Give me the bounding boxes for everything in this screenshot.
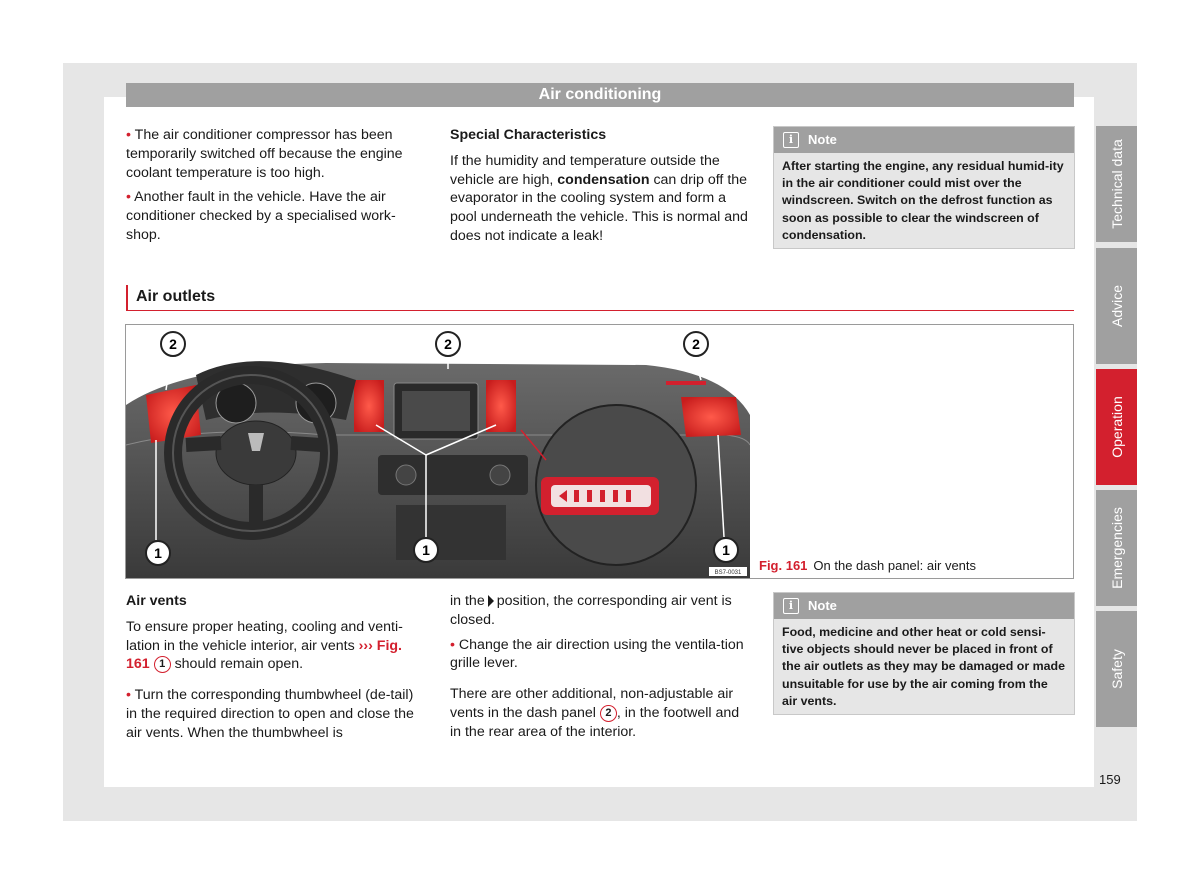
special-characteristics-text [450,152,750,246]
figure-label: Fig. 161 [759,558,808,573]
info-icon: i [783,132,799,148]
callout-label: 1 [422,542,430,558]
special-characteristics-heading: Special Characteristics [450,127,607,143]
additional-vents-text [450,685,752,741]
bullet-icon: • [126,189,131,206]
callout-2-right [684,332,708,356]
dashboard-illustration [126,325,750,578]
text-segment: can drip off the evaporator in the cooling system and form a pool underneath the vehicle. This is normal and does not indicate a leak! [450,171,748,244]
bullet-text: Another fault in the vehicle. Have the air conditioner checked by a specialised work-shop. [126,189,396,243]
text-segment: , in the footwell and in the rear area of the interior. [450,704,740,740]
text-segment: To ensure proper heating, cooling and venti-lation in the vehicle interior, air vents [126,618,403,654]
bullet-paragraph [126,126,426,182]
callout-label: 1 [154,545,162,561]
bold-term: condensation [557,171,650,188]
chapter-header: Air conditioning [126,83,1074,107]
bullet-icon: • [450,636,455,653]
air-vent-right [681,397,741,437]
note-box-bottom [773,592,1075,715]
note-label: Note [808,598,837,613]
bullet-text: The air conditioner compressor has been temporarily switched off because the engine coolant temperature is too high. [126,127,403,181]
reference-arrows-icon: ››› [358,637,373,654]
bullet-paragraph [126,188,426,244]
note-header [774,127,1074,153]
callout-label: 2 [169,336,177,352]
note-text: Food, medicine and other heat or cold sensi-tive objects should never be placed in front of the air outlets as they may be damaged or made unsuitable for use by the air coming from the air vents. [782,625,1066,708]
tab-label: Operation [1108,396,1125,458]
figure-161 [125,324,1074,579]
figure-code: BS7-0031 [714,570,742,576]
tab-label: Technical data [1108,139,1125,229]
bullet-icon: • [126,687,131,704]
steering-wheel-hub [216,421,296,485]
air-vent-center-right [486,380,516,432]
note-box-top [773,126,1075,249]
bullet-text: Change the air direction using the ventila-tion grille lever. [450,636,744,672]
section-title: Air outlets [126,285,1074,311]
thumbwheel-closed-text [450,592,752,630]
text-segment: in the [450,593,485,609]
callout-label: 2 [444,336,452,352]
note-text: After starting the engine, any residual humid-ity in the air conditioner could mist over the windscreen. Switch on the defrost function as soon as possible to clear the windscreen of condensation. [782,159,1064,242]
callout-2-left [161,332,185,356]
text-segment: should remain open. [170,656,304,673]
air-vents-heading: Air vents [126,593,187,609]
callout-2-center [436,332,460,356]
callout-1-left [146,541,170,565]
tab-emergencies[interactable] [1096,490,1137,606]
callout-reference: 1 [154,656,171,673]
note-header [774,593,1074,619]
bullet-icon: • [126,127,131,143]
text-segment: There are other additional, non-adjustable air vents in the dash panel [450,686,734,721]
tab-advice[interactable] [1096,248,1137,364]
defrost-vent-right [666,381,706,385]
bottom-column-2 [450,592,752,748]
tab-operation[interactable] [1096,369,1137,485]
tab-label: Emergencies [1108,507,1125,589]
bullet-paragraph [450,636,752,674]
triangle-right-icon [488,595,494,607]
info-icon: i [783,598,799,614]
tab-safety[interactable] [1096,611,1137,727]
text-segment: position, the corresponding air vent is closed. [450,593,732,628]
tab-technical-data[interactable] [1096,126,1137,242]
tab-label: Advice [1108,284,1125,328]
callout-label: 2 [692,336,700,352]
callout-1-center [414,538,438,562]
note-label: Note [808,132,837,147]
bullet-text: Turn the corresponding thumbwheel (de-tail) in the required direction to open and close the air vents. When the thumbwheel is [126,687,414,741]
text-segment: If the humidity and temperature outside the vehicle are high, [450,152,720,188]
figure-caption [759,558,976,573]
air-vent-center-left [354,380,384,432]
top-column-2 [450,126,750,252]
page-number: 159 [1099,772,1121,787]
air-vents-intro [126,618,426,674]
callout-reference: 2 [600,705,617,722]
bottom-column-1 [126,592,426,749]
center-console [396,505,506,560]
callout-label: 1 [722,542,730,558]
tab-label: Safety [1108,649,1125,689]
reference-figure-label: Fig. 161 [126,637,402,673]
bullet-paragraph [126,686,426,742]
figure-caption-text: On the dash panel: air vents [813,558,977,573]
top-column-1 [126,126,426,251]
screen-display [402,391,470,431]
climate-knob-left [396,465,416,485]
callout-1-right [714,538,738,562]
climate-knob-right [490,465,510,485]
